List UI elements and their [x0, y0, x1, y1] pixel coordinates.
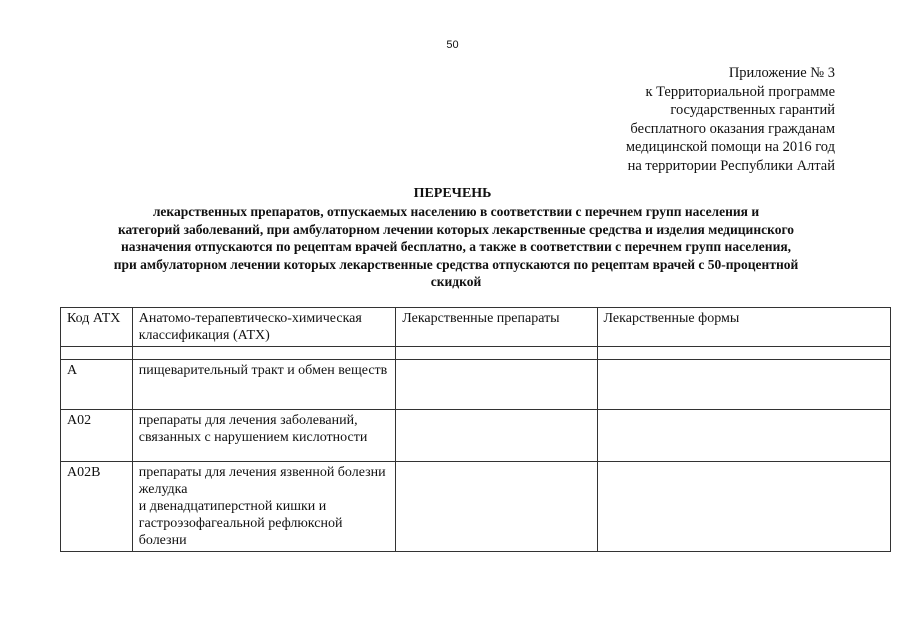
row-code: A — [61, 360, 133, 410]
row-drugs — [396, 410, 597, 462]
subtitle-line: категорий заболеваний, при амбулаторном лечении которых лекарственные средства и изделия медицинского — [117, 221, 794, 237]
appendix-line: Приложение № 3 — [728, 65, 835, 81]
appendix-line: государственных гарантий — [670, 102, 835, 118]
subtitle-line: при амбулаторном лечении которых лекарственные средства отпускаются по рецептам врачей с 50-процентной — [113, 256, 799, 272]
table-cell — [132, 347, 395, 360]
header-forms: Лекарственные формы — [597, 308, 890, 347]
appendix-line: на территории Республики Алтай — [627, 157, 835, 174]
appendix-block — [626, 64, 835, 175]
row-classification: пищеварительный тракт и обмен веществ — [132, 360, 395, 410]
row-drugs — [396, 462, 597, 552]
row-classification: препараты для лечения заболеваний, связанных с нарушением кислотности — [132, 410, 395, 462]
row-classification — [132, 462, 395, 552]
row-forms — [597, 410, 890, 462]
table-row — [61, 462, 891, 552]
page-number: 50 — [446, 39, 459, 51]
row-forms — [597, 360, 890, 410]
classification-line: гастроэзофагеальной рефлюксной болезни — [138, 516, 343, 548]
appendix-line: к Территориальной программе — [645, 83, 835, 100]
table-header-row — [61, 308, 891, 347]
subtitle-line: скидкой — [430, 274, 482, 289]
table-spacer-row — [61, 347, 891, 360]
table-row — [61, 360, 891, 410]
header-classification: Анатомо-терапевтическо-химическая классификация (АТХ) — [132, 308, 395, 347]
appendix-line: медицинской помощи на 2016 год — [625, 139, 835, 155]
row-forms — [597, 462, 890, 552]
header-drugs: Лекарственные препараты — [396, 308, 597, 347]
appendix-line: бесплатного оказания гражданам — [630, 120, 835, 137]
subtitle-line: лекарственных препаратов, отпускаемых населению в соответствии с перечнем групп населения и — [152, 204, 760, 219]
atx-table — [60, 307, 891, 552]
table-row — [61, 410, 891, 462]
row-code: A02 — [61, 410, 133, 462]
table-cell — [597, 347, 890, 360]
classification-line: препараты для лечения язвенной болезни желудка — [138, 465, 386, 497]
header-code: Код АТХ — [61, 308, 133, 347]
table-cell — [61, 347, 133, 360]
row-drugs — [396, 360, 597, 410]
row-code: A02B — [61, 462, 133, 552]
document-subtitle — [56, 203, 856, 291]
document-title: ПЕРЕЧЕНЬ — [413, 186, 492, 201]
classification-line: и двенадцатиперстной кишки и — [138, 499, 327, 514]
subtitle-line: назначения отпускаются по рецептам врачей бесплатно, а также в соответствии с перечнем групп населения, — [120, 239, 792, 254]
table-cell — [396, 347, 597, 360]
